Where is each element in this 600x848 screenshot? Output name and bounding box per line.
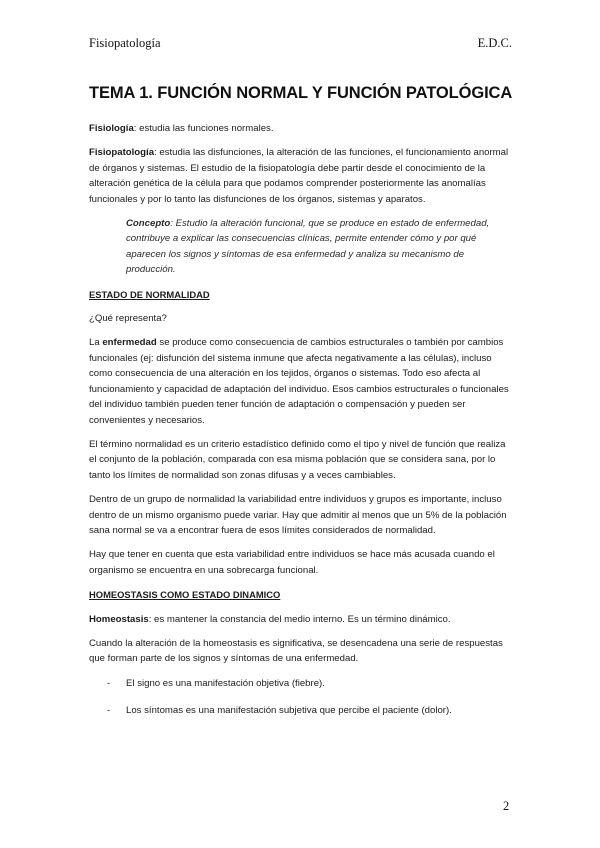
section-heading-normalidad: ESTADO DE NORMALIDAD — [89, 288, 210, 300]
definition-text: : estudia las disfunciones, la alteración de las funciones, el funcionamiento anormal de órganos y sistemas. El estudio de la fisiopatología debe partir desde el conocimiento de la alteración genética de la célula para que podamos comprender posteriormente las anomalías funcionales y por lo tanto las disfunciones de los órganos, sistemas y aparatos. — [89, 147, 509, 205]
paragraph-prefix: La — [89, 337, 103, 349]
concept-block — [126, 216, 511, 278]
definition-text: : es mantener la constancia del medio interno. Es un término dinámico. — [148, 613, 451, 625]
document-body — [89, 83, 511, 731]
symptom-list — [89, 676, 511, 719]
list-item-text: El signo es una manifestación objetiva (fiebre). — [126, 677, 325, 689]
term-fisiologia: Fisiología — [89, 123, 134, 134]
question-text: ¿Qué representa? — [89, 313, 167, 325]
header-initials: E.D.C. — [477, 36, 512, 50]
list-item — [89, 676, 511, 691]
dash-bullet: - — [107, 677, 111, 689]
page-header — [89, 36, 512, 51]
term-fisiopatologia: Fisiopatología — [89, 147, 155, 159]
definition-fisiopatologia — [89, 145, 511, 207]
paragraph-alteracion: Cuando la alteración de la homeostasis es significativa, se desencadena una serie de respuestas que forman parte de los signos y síntomas de una enfermedad. — [89, 637, 503, 665]
concept-text: : Estudio la alteración funcional, que se produce en estado de enfermedad, contribuye a explicar las consecuencias clínicas, permite entender cómo y por qué aparecen los signos y síntomas de esa enfermedad y analiza su mecanismo de producción. — [126, 218, 490, 276]
page-number: 2 — [503, 799, 510, 813]
list-item-text: Los síntomas es una manifestación subjetiva que percibe el paciente (dolor). — [126, 705, 452, 717]
definition-text: : estudia las funciones normales. — [133, 123, 274, 134]
paragraph-variabilidad: Dentro de un grupo de normalidad la variabilidad entre individuos y grupos es importante, incluso dentro de un mismo organismo puede variar. Hay que admitir al menos que un 5% de la población sana normal se va a encontrar fuera de esos límites considerados de normalidad. — [89, 494, 507, 536]
term-concepto: Concepto — [126, 218, 171, 230]
section-heading-homeostasis: HOMEOSTASIS COMO ESTADO DINAMICO — [89, 589, 281, 601]
list-item — [89, 703, 511, 718]
paragraph-enfermedad — [89, 335, 511, 427]
term-enfermedad: enfermedad — [102, 337, 157, 349]
term-homeostasis: Homeostasis — [89, 613, 149, 625]
page-title: TEMA 1. FUNCIÓN NORMAL Y FUNCIÓN PATOLÓGICA — [89, 84, 513, 102]
paragraph-text: se produce como consecuencia de cambios estructurales o también por cambios funcionales (ej: disfunción del sistema inmune que afecta negativamente a las células), incluso como consecuencia de una alteración en los tejidos, órganos o sistemas. Todo eso afecta al funcionamiento y capacidad de adaptación del individuo. Esos cambios estructurales o funcionales del individuo también pueden tener función de adaptación o compensación y pueden ser convenientes y necesarios. — [89, 337, 509, 426]
paragraph-sobrecarga: Hay que tener en cuenta que esta variabilidad entre individuos se hace más acusada cuando el organismo se encuentra en una sobrecarga funcional. — [89, 549, 495, 576]
definition-homeostasis — [89, 612, 511, 627]
dash-bullet: - — [107, 705, 111, 717]
header-subject: Fisiopatología — [89, 36, 161, 50]
paragraph-normalidad: El término normalidad es un criterio estadístico definido como el tipo y nivel de función que realiza el conjunto de la población, comparada con esa misma población que se considera sana, por lo tanto los límites de normalidad son zonas difusas y a veces cambiables. — [89, 438, 506, 481]
definition-fisiologia — [89, 121, 511, 136]
